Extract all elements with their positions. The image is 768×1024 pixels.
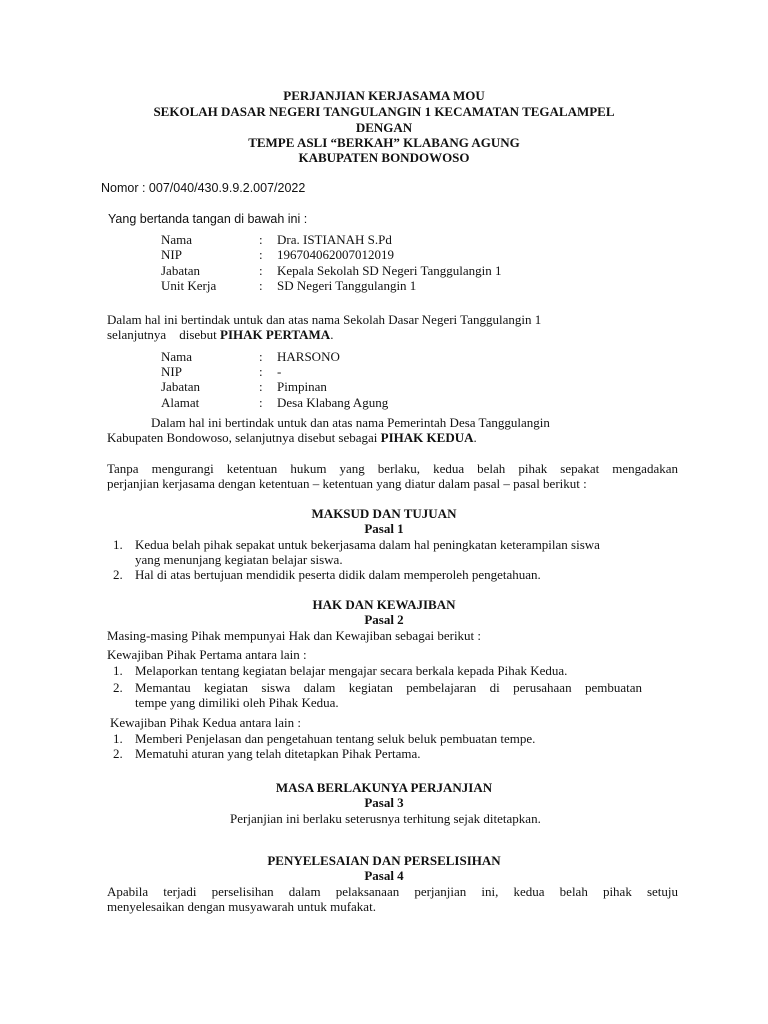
list-item-continued: tempe yang dimiliki oleh Pihak Kedua. <box>135 695 339 710</box>
party-one-desc-end: . <box>330 327 334 342</box>
field-separator: : <box>259 395 263 410</box>
list-number: 2. <box>113 680 123 695</box>
second-party-duties-title: Kewajiban Pihak Kedua antara lain : <box>110 715 301 730</box>
field-value: Pimpinan <box>277 379 327 394</box>
field-label: Alamat <box>161 395 200 410</box>
party-two-desc-line-2 <box>107 430 477 445</box>
field-label: Jabatan <box>161 379 200 394</box>
table-row <box>0 395 768 410</box>
article-4-line-2: menyelesaikan dengan musyawarah untuk mufakat. <box>107 899 376 914</box>
party-two-desc-end: . <box>473 430 477 445</box>
article-label-4: Pasal 4 <box>364 868 404 883</box>
table-row <box>0 278 768 293</box>
party-one-desc-line-2 <box>107 327 333 342</box>
field-value: Desa Klabang Agung <box>277 395 389 410</box>
table-row <box>0 379 768 394</box>
list-item: Memantau kegiatan siswa dalam kegiatan pembelajaran di perusahaan pembuatan <box>135 680 642 695</box>
list-item: Memberi Penjelasan dan pengetahuan tentang seluk beluk pembuatan tempe. <box>135 731 536 746</box>
document-number: Nomor : 007/040/430.9.9.2.007/2022 <box>101 181 306 195</box>
list-item-continued: yang menunjang kegiatan belajar siswa. <box>135 552 343 567</box>
table-row <box>0 364 768 379</box>
table-row <box>0 263 768 278</box>
field-value: - <box>277 364 282 379</box>
preamble-line-1: Tanpa mengurangi ketentuan hukum yang berlaku, kedua belah pihak sepakat mengadakan <box>107 461 678 476</box>
article-2-intro: Masing-masing Pihak mempunyai Hak dan Kewajiban sebagai berikut : <box>107 628 482 643</box>
title-line-3: DENGAN <box>355 120 413 135</box>
table-row <box>0 247 768 262</box>
field-separator: : <box>259 278 263 293</box>
section-heading-penyelesaian: PENYELESAIAN DAN PERSELISIHAN <box>267 853 501 868</box>
intro-text: Yang bertanda tangan di bawah ini : <box>108 212 308 226</box>
preamble-line-2: perjanjian kerjasama dengan ketentuan – ketentuan yang diatur dalam pasal – pasal berikut : <box>107 476 587 491</box>
title-line-2: SEKOLAH DASAR NEGERI TANGULANGIN 1 KECAMATAN TEGALAMPEL <box>153 104 615 119</box>
field-separator: : <box>259 263 263 278</box>
title-line-1: PERJANJIAN KERJASAMA MOU <box>283 88 485 103</box>
list-item: Kedua belah pihak sepakat untuk bekerjasama dalam hal peningkatan keterampilan siswa <box>135 537 600 552</box>
party-one-designation: PIHAK PERTAMA <box>220 327 331 342</box>
field-value: 196704062007012019 <box>277 247 394 262</box>
field-label: Nama <box>161 232 193 247</box>
list-item: Melaporkan tentang kegiatan belajar mengajar secara berkala kepada Pihak Kedua. <box>135 663 568 678</box>
first-party-duties-title: Kewajiban Pihak Pertama antara lain : <box>107 647 307 662</box>
party-one-desc-line-1: Dalam hal ini bertindak untuk dan atas nama Sekolah Dasar Negeri Tanggulangin 1 <box>107 312 542 327</box>
table-row <box>0 232 768 247</box>
party-two-desc-text: Kabupaten Bondowoso, selanjutnya disebut sebagai <box>107 430 381 445</box>
party-one-desc-text: selanjutnya disebut <box>107 327 221 342</box>
list-item: Hal di atas bertujuan mendidik peserta didik dalam memperoleh pengetahuan. <box>135 567 541 582</box>
title-line-5: KABUPATEN BONDOWOSO <box>298 150 470 165</box>
list-number: 1. <box>113 731 123 746</box>
field-value: Kepala Sekolah SD Negeri Tanggulangin 1 <box>277 263 502 278</box>
field-separator: : <box>259 379 263 394</box>
list-number: 2. <box>113 746 123 761</box>
field-label: Jabatan <box>161 263 200 278</box>
article-4-line-1: Apabila terjadi perselisihan dalam pelaksanaan perjanjian ini, kedua belah pihak setuju <box>107 884 678 899</box>
section-heading-masa: MASA BERLAKUNYA PERJANJIAN <box>275 780 493 795</box>
article-3-text: Perjanjian ini berlaku seterusnya terhitung sejak ditetapkan. <box>230 811 541 826</box>
list-item: Mematuhi aturan yang telah ditetapkan Pihak Pertama. <box>135 746 421 761</box>
field-label: NIP <box>161 364 182 379</box>
field-value: Dra. ISTIANAH S.Pd <box>277 232 392 247</box>
field-value: SD Negeri Tanggulangin 1 <box>277 278 417 293</box>
field-separator: : <box>259 364 263 379</box>
table-row <box>0 349 768 364</box>
article-label-1: Pasal 1 <box>364 521 404 536</box>
field-separator: : <box>259 349 263 364</box>
section-heading-maksud: MAKSUD DAN TUJUAN <box>311 506 457 521</box>
field-label: NIP <box>161 247 182 262</box>
list-number: 2. <box>113 567 123 582</box>
party-two-designation: PIHAK KEDUA <box>380 430 474 445</box>
field-label: Nama <box>161 349 193 364</box>
title-line-4: TEMPE ASLI “BERKAH” KLABANG AGUNG <box>248 135 520 150</box>
field-separator: : <box>259 247 263 262</box>
field-label: Unit Kerja <box>161 278 217 293</box>
field-value: HARSONO <box>277 349 340 364</box>
section-heading-hak: HAK DAN KEWAJIBAN <box>312 597 456 612</box>
party-two-desc-line-1: Dalam hal ini bertindak untuk dan atas nama Pemerintah Desa Tanggulangin <box>151 415 550 430</box>
field-separator: : <box>259 232 263 247</box>
article-label-3: Pasal 3 <box>364 795 404 810</box>
list-number: 1. <box>113 663 123 678</box>
article-label-2: Pasal 2 <box>364 612 404 627</box>
list-number: 1. <box>113 537 123 552</box>
